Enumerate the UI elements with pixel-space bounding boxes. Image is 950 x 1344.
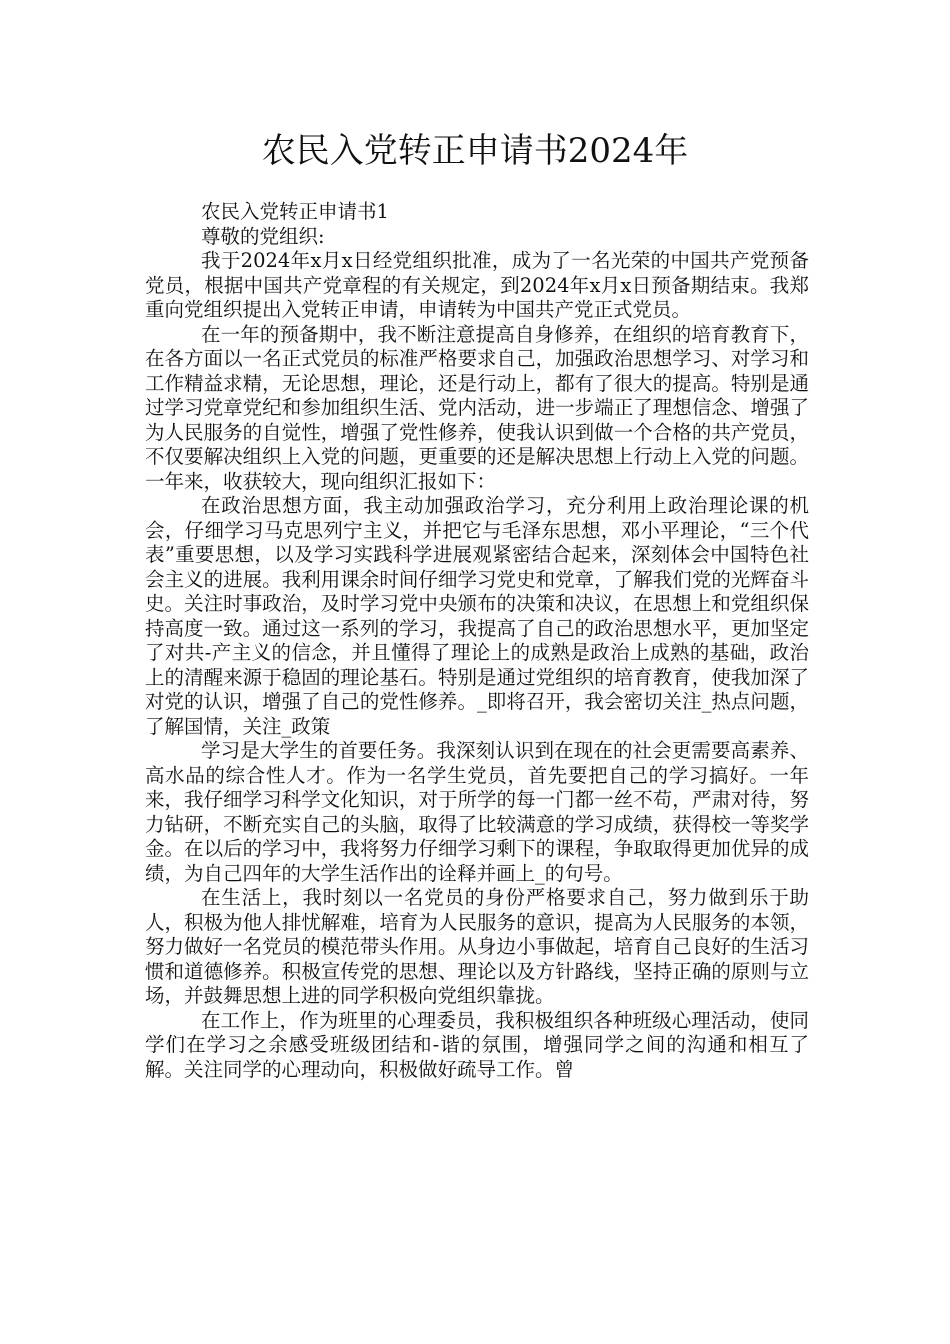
paragraph: 在政治思想方面，我主动加强政治学习，充分利用上政治理论课的机会，仔细学习马克思列宁主义，并把它与毛泽东思想，邓小平理论，“三个代表”重要思想，以及学习实践科学进展观紧密结合起来，深刻体会中国特色社会主义的进展。我利用课余时间仔细学习党史和党章，了解我们党的光辉奋斗史。关注时事政治，及时学习党中央颁布的决策和决议，在思想上和党组织保持高度一致。通过这一系列的学习，我提高了自己的政治思想水平，更加坚定了对共-产主义的信念，并且懂得了理论上的成熟是政治上成熟的基础，政治上的清醒来源于稳固的理论基石。特别是通过党组织的培育教育，使我加深了对党的认识，增强了自己的党性修养。_即将召开，我会密切关注_热点问题，了解国情，关注_政策 [145, 494, 809, 738]
paragraph: 在一年的预备期中，我不断注意提高自身修养，在组织的培育教育下，在各方面以一名正式党员的标准严格要求自己，加强政治思想学习、对学习和工作精益求精，无论思想，理论，还是行动上，都有了很大的提高。特别是通过学习党章党纪和参加组织生活、党内活动，进一步端正了理想信念、增强了为人民服务的自觉性，增强了党性修养，使我认识到做一个合格的共产党员，不仅要解决组织上入党的问题，更重要的还是解决思想上行动上入党的问题。一年来，收获较大，现向组织汇报如下： [145, 322, 809, 493]
paragraph: 在工作上，作为班里的心理委员，我积极组织各种班级心理活动，使同学们在学习之余感受班级团结和-谐的氛围，增强同学之间的沟通和相互了解。关注同学的心理动向，积极做好疏导工作。曾 [145, 1008, 809, 1081]
paragraph: 学习是大学生的首要任务。我深刻认识到在现在的社会更需要高素养、高水品的综合性人才。作为一名学生党员，首先要把自己的学习搞好。一年来，我仔细学习科学文化知识，对于所学的每一门都一丝不苟，严肃对待，努力钻研，不断充实自己的头脑，取得了比较满意的学习成绩，获得校一等奖学金。在以后的学习中，我将努力仔细学习剩下的课程，争取取得更加优异的成绩，为自己四年的大学生活作出的诠释并画上_的句号。 [145, 739, 809, 885]
paragraph: 在生活上，我时刻以一名党员的身份严格要求自己，努力做到乐于助人，积极为他人排忧解难，培育为人民服务的意识，提高为人民服务的本领，努力做好一名党员的模范带头作用。从身边小事做起，培育自己良好的生活习惯和道德修养。积极宣传党的思想、理论以及方针路线，坚持正确的原则与立场，并鼓舞思想上进的同学积极向党组织靠拢。 [145, 886, 809, 1007]
salutation: 尊敬的党组织: [201, 224, 325, 248]
paragraph: 我于2024年x月x日经党组织批准，成为了一名光荣的中国共产党预备党员，根据中国共产党章程的有关规定，到2024年x月x日预备期结束。我郑重向党组织提出入党转正申请，申请转为中国共产党正式党员。 [145, 249, 809, 321]
document-title: 农民入党转正申请书2024年 [261, 131, 689, 171]
document-body [145, 200, 809, 1082]
document-subtitle: 农民入党转正申请书1 [201, 200, 389, 223]
